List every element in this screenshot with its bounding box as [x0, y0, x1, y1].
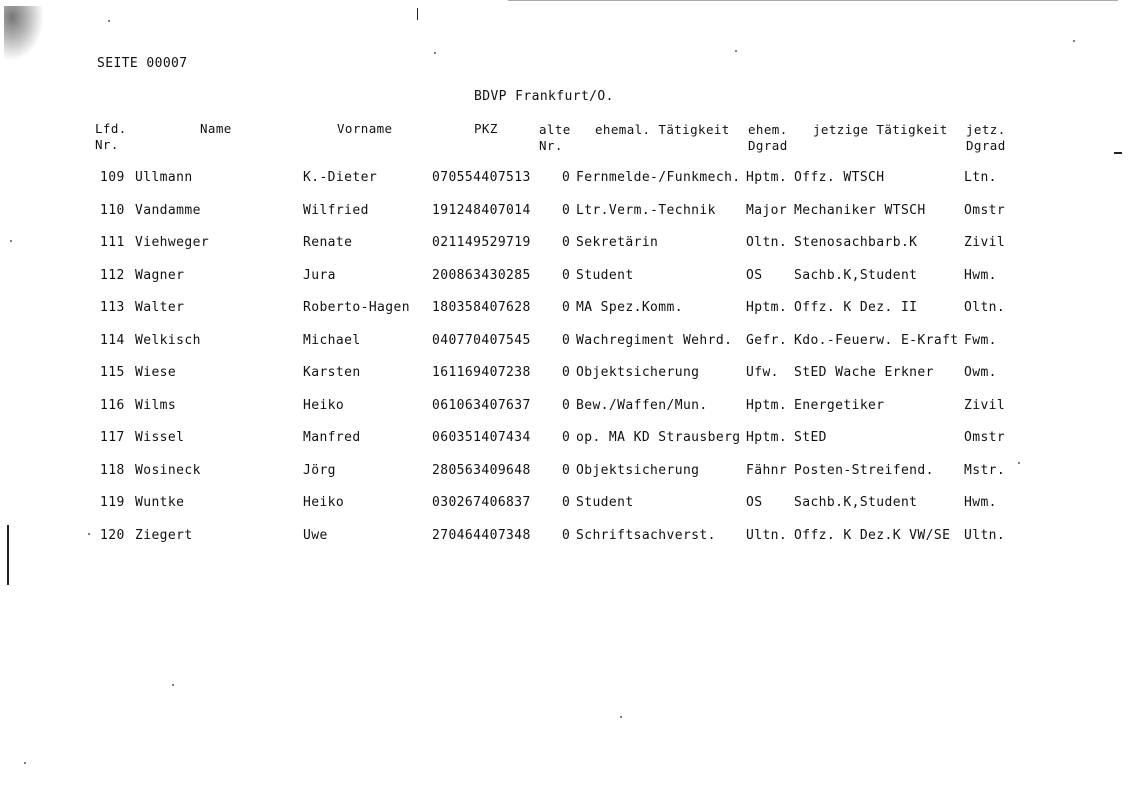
row-pkz: 270464407348: [432, 528, 531, 543]
row-alte-nr: 0: [562, 495, 571, 510]
row-jetz-dgrad: Omstr: [964, 430, 1006, 445]
row-lfd-nr: 116: [100, 398, 125, 413]
scan-line: [508, 0, 1118, 1]
row-jetz-dgrad: Owm.: [964, 365, 997, 380]
row-name: Vandamme: [135, 203, 201, 218]
row-jetzige-taetigkeit: Offz. WTSCH: [794, 170, 885, 185]
row-name: Ziegert: [135, 528, 193, 543]
row-name: Wosineck: [135, 463, 201, 478]
agency-title: BDVP Frankfurt/O.: [474, 89, 614, 104]
row-vorname: Heiko: [303, 495, 345, 510]
row-lfd-nr: 118: [100, 463, 125, 478]
row-pkz: 180358407628: [432, 300, 531, 315]
scan-mark: [417, 8, 418, 20]
row-jetz-dgrad: Oltn.: [964, 300, 1006, 315]
row-ehemal-taetigkeit: Objektsicherung: [576, 463, 700, 478]
row-ehemal-taetigkeit: Fernmelde-/Funkmech.: [576, 170, 741, 185]
scan-mark: [7, 525, 9, 585]
row-ehem-dgrad: Major: [746, 203, 788, 218]
row-pkz: 061063407637: [432, 398, 531, 413]
row-name: Wilms: [135, 398, 177, 413]
row-pkz: 280563409648: [432, 463, 531, 478]
row-name: Welkisch: [135, 333, 201, 348]
row-ehem-dgrad: Hptm.: [746, 398, 788, 413]
row-alte-nr: 0: [562, 300, 571, 315]
row-lfd-nr: 115: [100, 365, 125, 380]
row-jetz-dgrad: Hwm.: [964, 495, 997, 510]
row-lfd-nr: 112: [100, 268, 125, 283]
row-ehemal-taetigkeit: Wachregiment Wehrd.: [576, 333, 733, 348]
row-jetz-dgrad: Ultn.: [964, 528, 1006, 543]
row-alte-nr: 0: [562, 398, 571, 413]
scan-smudge: [4, 6, 44, 61]
row-lfd-nr: 110: [100, 203, 125, 218]
row-ehemal-taetigkeit: Schriftsachverst.: [576, 528, 716, 543]
row-pkz: 161169407238: [432, 365, 531, 380]
row-jetz-dgrad: Zivil: [964, 235, 1006, 250]
scan-speck: [24, 762, 26, 764]
row-lfd-nr: 109: [100, 170, 125, 185]
row-alte-nr: 0: [562, 430, 571, 445]
col-header-vorname: Vorname: [337, 121, 393, 136]
row-jetz-dgrad: Ltn.: [964, 170, 997, 185]
row-alte-nr: 0: [562, 170, 571, 185]
row-pkz: 191248407014: [432, 203, 531, 218]
row-ehemal-taetigkeit: Student: [576, 268, 634, 283]
row-jetzige-taetigkeit: Offz. K Dez.K VW/SE: [794, 528, 951, 543]
row-name: Wagner: [135, 268, 185, 283]
row-jetz-dgrad: Hwm.: [964, 268, 997, 283]
row-alte-nr: 0: [562, 268, 571, 283]
row-vorname: K.-Dieter: [303, 170, 378, 185]
row-ehem-dgrad: Ufw.: [746, 365, 779, 380]
row-jetzige-taetigkeit: Mechaniker WTSCH: [794, 203, 926, 218]
row-vorname: Heiko: [303, 398, 345, 413]
scan-speck: [172, 684, 174, 686]
row-ehem-dgrad: Hptm.: [746, 300, 788, 315]
scan-speck: [434, 52, 436, 54]
row-pkz: 021149529719: [432, 235, 531, 250]
row-lfd-nr: 111: [100, 235, 125, 250]
col-header-pkz: PKZ: [474, 121, 498, 136]
col-header-lfd-nr: Lfd. Nr.: [95, 121, 127, 152]
row-name: Wuntke: [135, 495, 185, 510]
scan-speck: [1018, 462, 1020, 464]
row-lfd-nr: 113: [100, 300, 125, 315]
col-header-jetz-dgrad: jetz. Dgrad: [966, 122, 1006, 153]
row-jetz-dgrad: Zivil: [964, 398, 1006, 413]
row-vorname: Jörg: [303, 463, 336, 478]
col-header-ehem-dgrad: ehem. Dgrad: [748, 122, 788, 153]
row-lfd-nr: 114: [100, 333, 125, 348]
row-vorname: Michael: [303, 333, 361, 348]
row-name: Wissel: [135, 430, 185, 445]
scan-mark: [1114, 152, 1122, 154]
row-jetz-dgrad: Mstr.: [964, 463, 1006, 478]
row-ehem-dgrad: Ultn.: [746, 528, 788, 543]
row-alte-nr: 0: [562, 365, 571, 380]
row-name: Walter: [135, 300, 185, 315]
row-vorname: Wilfried: [303, 203, 369, 218]
row-jetzige-taetigkeit: Sachb.K,Student: [794, 268, 918, 283]
row-alte-nr: 0: [562, 333, 571, 348]
row-vorname: Karsten: [303, 365, 361, 380]
row-jetzige-taetigkeit: StED: [794, 430, 827, 445]
row-name: Wiese: [135, 365, 177, 380]
row-jetzige-taetigkeit: Energetiker: [794, 398, 885, 413]
row-ehem-dgrad: Fähnr: [746, 463, 788, 478]
col-header-ehemal-taetigkeit: ehemal. Tätigkeit: [595, 122, 730, 137]
row-jetzige-taetigkeit: StED Wache Erkner: [794, 365, 934, 380]
scan-speck: [108, 20, 110, 22]
row-pkz: 030267406837: [432, 495, 531, 510]
row-vorname: Uwe: [303, 528, 328, 543]
row-lfd-nr: 119: [100, 495, 125, 510]
scan-speck: [10, 240, 12, 242]
row-pkz: 060351407434: [432, 430, 531, 445]
row-alte-nr: 0: [562, 463, 571, 478]
col-header-name: Name: [200, 121, 232, 136]
row-ehemal-taetigkeit: Objektsicherung: [576, 365, 700, 380]
row-jetzige-taetigkeit: Kdo.-Feuerw. E-Kraft: [794, 333, 959, 348]
row-alte-nr: 0: [562, 203, 571, 218]
row-vorname: Jura: [303, 268, 336, 283]
row-alte-nr: 0: [562, 235, 571, 250]
scan-speck: [1073, 40, 1075, 42]
row-ehemal-taetigkeit: Ltr.Verm.-Technik: [576, 203, 716, 218]
row-jetz-dgrad: Fwm.: [964, 333, 997, 348]
row-pkz: 200863430285: [432, 268, 531, 283]
row-vorname: Roberto-Hagen: [303, 300, 410, 315]
row-name: Viehweger: [135, 235, 210, 250]
row-jetzige-taetigkeit: Sachb.K,Student: [794, 495, 918, 510]
row-ehem-dgrad: Gefr.: [746, 333, 788, 348]
col-header-jetzige-taetigkeit: jetzige Tätigkeit: [813, 122, 948, 137]
row-jetzige-taetigkeit: Posten-Streifend.: [794, 463, 934, 478]
row-jetz-dgrad: Omstr: [964, 203, 1006, 218]
col-header-alte-nr: alte Nr.: [539, 122, 571, 153]
row-ehemal-taetigkeit: MA Spez.Komm.: [576, 300, 683, 315]
row-ehemal-taetigkeit: Student: [576, 495, 634, 510]
row-vorname: Renate: [303, 235, 353, 250]
row-alte-nr: 0: [562, 528, 571, 543]
row-ehemal-taetigkeit: Sekretärin: [576, 235, 659, 250]
row-ehem-dgrad: Hptm.: [746, 170, 788, 185]
row-vorname: Manfred: [303, 430, 361, 445]
row-jetzige-taetigkeit: Offz. K Dez. II: [794, 300, 918, 315]
row-ehemal-taetigkeit: Bew./Waffen/Mun.: [576, 398, 708, 413]
row-jetzige-taetigkeit: Stenosachbarb.K: [794, 235, 918, 250]
row-pkz: 070554407513: [432, 170, 531, 185]
page-label: SEITE 00007: [97, 56, 188, 71]
row-ehem-dgrad: OS: [746, 268, 763, 283]
scan-speck: [620, 716, 622, 718]
row-lfd-nr: 120: [100, 528, 125, 543]
row-pkz: 040770407545: [432, 333, 531, 348]
row-ehem-dgrad: OS: [746, 495, 763, 510]
scan-speck: [88, 533, 90, 535]
scan-speck: [735, 50, 737, 52]
row-ehem-dgrad: Hptm.: [746, 430, 788, 445]
row-ehem-dgrad: Oltn.: [746, 235, 788, 250]
row-lfd-nr: 117: [100, 430, 125, 445]
row-ehemal-taetigkeit: op. MA KD Strausberg: [576, 430, 741, 445]
row-name: Ullmann: [135, 170, 193, 185]
